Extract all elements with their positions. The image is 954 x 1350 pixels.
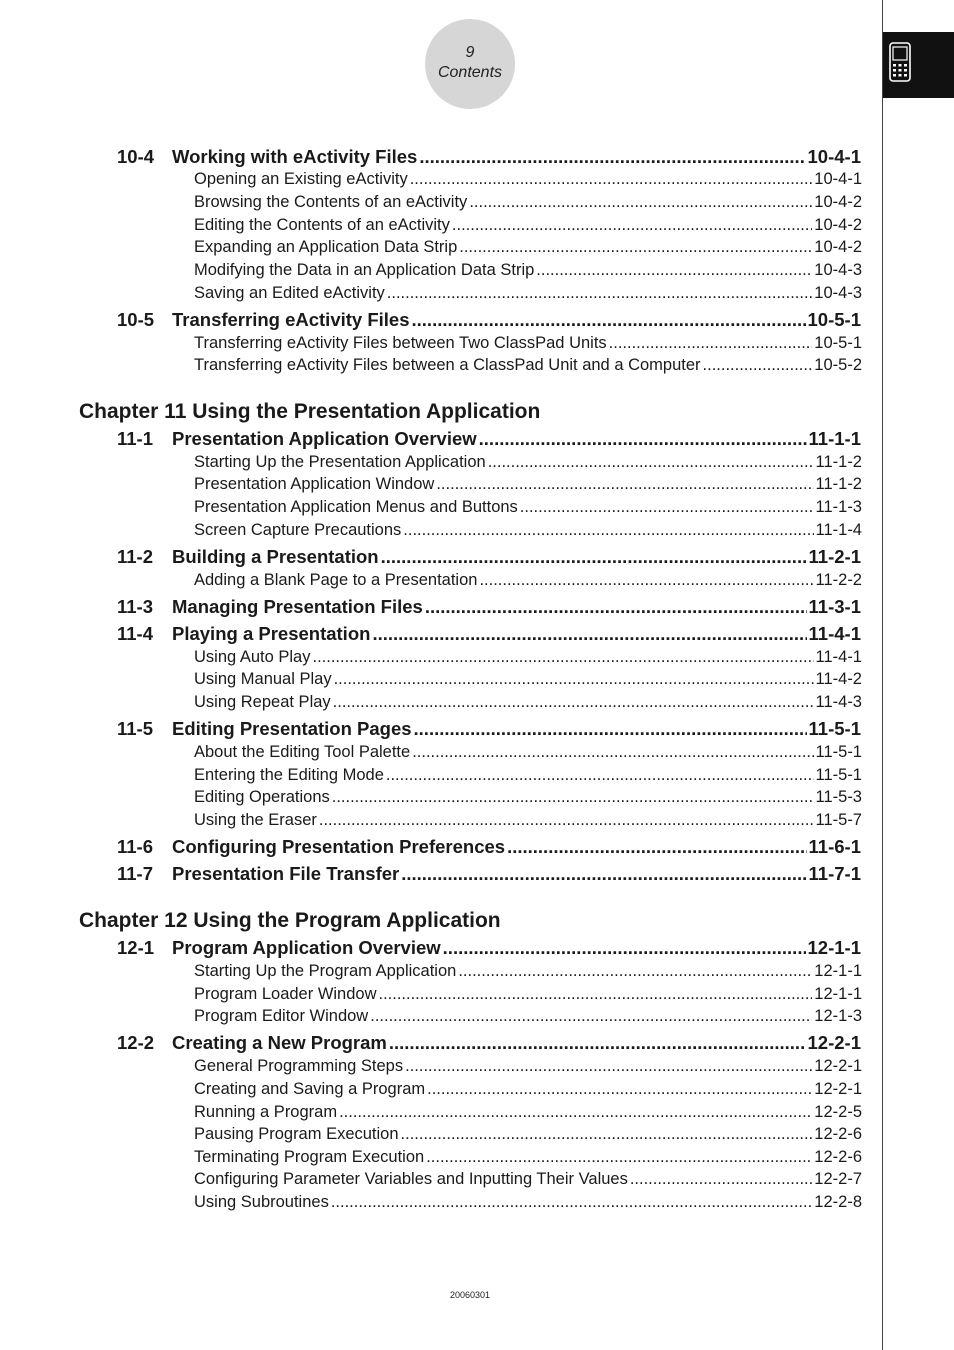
entry-title: Saving an Edited eActivity — [194, 284, 385, 302]
entry-page: 10-4-3 — [814, 261, 862, 279]
page-number: 9 — [465, 44, 475, 61]
toc-subentry[interactable] — [194, 475, 862, 494]
entry-page: 12-1-3 — [814, 1007, 862, 1025]
toc-subentry[interactable] — [194, 334, 862, 353]
entry-page: 12-1-1 — [814, 985, 862, 1003]
dot-leader — [401, 863, 806, 885]
dot-leader — [609, 334, 813, 353]
entry-title: Working with eActivity Files — [172, 146, 418, 167]
dot-leader — [372, 623, 806, 645]
entry-page: 10-4-1 — [807, 146, 861, 167]
toc-subentry[interactable] — [194, 498, 862, 517]
entry-page: 10-4-1 — [814, 170, 862, 188]
toc-section-entry[interactable] — [117, 836, 861, 858]
dot-leader — [332, 788, 814, 807]
entry-title: About the Editing Tool Palette — [194, 743, 411, 761]
entry-title: General Programming Steps — [194, 1057, 404, 1075]
toc-subentry[interactable] — [194, 1103, 862, 1122]
dot-leader — [405, 1057, 812, 1076]
entry-title: Using Subroutines — [194, 1193, 329, 1211]
entry-page: 11-1-2 — [815, 453, 862, 471]
entry-page: 12-2-6 — [814, 1148, 862, 1166]
entry-page: 10-5-1 — [814, 334, 862, 352]
dot-leader — [312, 648, 813, 667]
section-number: 10-4 — [117, 146, 155, 167]
entry-page: 11-1-3 — [815, 498, 862, 516]
entry-page: 12-2-1 — [814, 1080, 862, 1098]
entry-title: Editing Operations — [194, 788, 330, 806]
entry-page: 10-4-3 — [814, 284, 862, 302]
dot-leader — [412, 743, 813, 762]
dot-leader — [443, 937, 806, 959]
dot-leader — [536, 261, 812, 280]
entry-title: Configuring Parameter Variables and Inputting Their Values — [194, 1170, 628, 1188]
entry-title: Using the Eraser — [194, 811, 317, 829]
dot-leader — [488, 453, 814, 472]
dot-leader — [425, 596, 807, 618]
entry-title: Program Editor Window — [194, 1007, 369, 1025]
toc-section-entry[interactable] — [117, 546, 861, 568]
page-label: Contents — [437, 64, 503, 81]
entry-page: 12-2-8 — [814, 1193, 862, 1211]
dot-leader — [414, 718, 807, 740]
dot-leader — [333, 693, 814, 712]
entry-page: 11-4-1 — [815, 648, 862, 666]
toc-subentry[interactable] — [194, 648, 862, 667]
entry-title: Terminating Program Execution — [194, 1148, 425, 1166]
dot-leader — [630, 1170, 812, 1189]
entry-page: 12-2-7 — [814, 1170, 862, 1188]
toc-section-entry[interactable] — [117, 146, 861, 168]
entry-page: 10-5-2 — [814, 356, 862, 374]
entry-page: 11-5-1 — [808, 718, 861, 739]
dot-leader — [507, 836, 806, 858]
toc-subentry[interactable] — [194, 693, 862, 712]
entry-page: 11-4-3 — [815, 693, 862, 711]
toc-subentry[interactable] — [194, 453, 862, 472]
toc-subentry[interactable] — [194, 766, 862, 785]
entry-title: Adding a Blank Page to a Presentation — [194, 571, 478, 589]
toc-subentry[interactable] — [194, 985, 862, 1004]
dot-leader — [381, 546, 807, 568]
entry-page: 12-1-1 — [814, 962, 862, 980]
entry-title: Browsing the Contents of an eActivity — [194, 193, 468, 211]
entry-page: 11-1-1 — [808, 428, 861, 449]
entry-title: Program Loader Window — [194, 985, 377, 1003]
entry-title: Configuring Presentation Preferences — [172, 836, 506, 857]
dot-leader — [401, 1125, 813, 1144]
section-number: 12-2 — [117, 1032, 155, 1053]
toc-section-entry[interactable] — [117, 863, 861, 885]
toc-subentry[interactable] — [194, 1193, 862, 1212]
toc-subentry[interactable] — [194, 962, 862, 981]
dot-leader — [459, 238, 812, 257]
dot-leader — [339, 1103, 812, 1122]
toc-section-entry[interactable] — [117, 309, 861, 331]
entry-title: Starting Up the Program Application — [194, 962, 457, 980]
entry-title: Running a Program — [194, 1103, 338, 1121]
dot-leader — [389, 1032, 806, 1054]
dot-leader — [334, 670, 814, 689]
entry-title: Pausing Program Execution — [194, 1125, 399, 1143]
entry-page: 11-6-1 — [808, 836, 861, 857]
entry-title: Editing Presentation Pages — [172, 718, 412, 739]
entry-title: Presentation File Transfer — [172, 863, 400, 884]
right-margin-rule — [882, 0, 883, 1350]
entry-page: 11-1-4 — [815, 521, 862, 539]
page-badge — [425, 19, 515, 109]
dot-leader — [452, 216, 812, 235]
chapter-heading: Chapter 11 Using the Presentation Application — [79, 400, 541, 423]
toc-subentry[interactable] — [194, 1080, 862, 1099]
toc-subentry[interactable] — [194, 811, 862, 830]
entry-page: 12-1-1 — [807, 937, 861, 958]
entry-page: 11-7-1 — [808, 863, 861, 884]
entry-title: Screen Capture Precautions — [194, 521, 402, 539]
entry-page: 12-2-1 — [807, 1032, 861, 1053]
toc-subentry[interactable] — [194, 1170, 862, 1189]
toc-subentry[interactable] — [194, 788, 862, 807]
toc-subentry[interactable] — [194, 571, 862, 590]
chapter-heading: Chapter 12 Using the Program Application — [79, 909, 501, 932]
entry-title: Program Application Overview — [172, 937, 441, 958]
entry-title: Entering the Editing Mode — [194, 766, 384, 784]
entry-title: Presentation Application Menus and Buttons — [194, 498, 518, 516]
entry-title: Opening an Existing eActivity — [194, 170, 408, 188]
entry-page: 12-2-5 — [814, 1103, 862, 1121]
entry-page: 10-5-1 — [807, 309, 861, 330]
dot-leader — [427, 1080, 812, 1099]
dot-leader — [331, 1193, 812, 1212]
entry-page: 11-2-2 — [815, 571, 862, 589]
dot-leader — [426, 1148, 812, 1167]
entry-title: Expanding an Application Data Strip — [194, 238, 458, 256]
section-number: 11-6 — [117, 836, 154, 857]
dot-leader — [370, 1007, 812, 1026]
toc-subentry[interactable] — [194, 1125, 862, 1144]
entry-title: Creating a New Program — [172, 1032, 387, 1053]
entry-title: Presentation Application Window — [194, 475, 435, 493]
entry-title: Transferring eActivity Files between Two ClassPad Units — [194, 334, 607, 352]
toc-subentry[interactable] — [194, 1057, 862, 1076]
entry-page: 11-4-2 — [815, 670, 862, 688]
entry-page: 12-2-1 — [814, 1057, 862, 1075]
toc-section-entry[interactable] — [117, 428, 861, 450]
entry-page: 11-3-1 — [808, 596, 861, 617]
section-number: 11-7 — [117, 863, 154, 884]
section-number: 11-3 — [117, 596, 154, 617]
toc-section-entry[interactable] — [117, 596, 861, 618]
entry-page: 11-2-1 — [808, 546, 861, 567]
toc-section-entry[interactable] — [117, 1032, 861, 1054]
toc-subentry[interactable] — [194, 1148, 862, 1167]
entry-page: 11-5-1 — [815, 766, 862, 784]
entry-title: Using Auto Play — [194, 648, 311, 666]
section-number: 11-1 — [117, 428, 154, 449]
toc-section-entry[interactable] — [117, 623, 861, 645]
dot-leader — [479, 428, 807, 450]
dot-leader — [419, 146, 805, 168]
section-number: 11-2 — [117, 546, 154, 567]
toc-section-entry[interactable] — [117, 718, 861, 740]
entry-title: Starting Up the Presentation Application — [194, 453, 486, 471]
toc-subentry[interactable] — [194, 521, 862, 540]
toc-subentry[interactable] — [194, 193, 862, 212]
dot-leader — [703, 356, 813, 375]
toc-subentry[interactable] — [194, 238, 862, 257]
dot-leader — [386, 766, 814, 785]
toc-section-entry[interactable] — [117, 937, 861, 959]
entry-title: Using Repeat Play — [194, 693, 331, 711]
section-number: 10-5 — [117, 309, 155, 330]
toc-subentry[interactable] — [194, 670, 862, 689]
entry-page: 11-5-1 — [815, 743, 862, 761]
section-number: 11-4 — [117, 623, 154, 644]
entry-title: Modifying the Data in an Application Data Strip — [194, 261, 535, 279]
entry-title: Editing the Contents of an eActivity — [194, 216, 450, 234]
section-number: 11-5 — [117, 718, 154, 739]
toc-subentry[interactable] — [194, 284, 862, 303]
entry-page: 11-5-3 — [815, 788, 862, 806]
entry-title: Using Manual Play — [194, 670, 332, 688]
entry-page: 11-5-7 — [815, 811, 862, 829]
entry-title: Building a Presentation — [172, 546, 379, 567]
calculator-icon — [889, 42, 911, 82]
entry-page: 11-1-2 — [815, 475, 862, 493]
entry-page: 10-4-2 — [814, 193, 862, 211]
dot-leader — [403, 521, 813, 540]
footer-code: 20060301 — [449, 1290, 491, 1300]
dot-leader — [379, 985, 813, 1004]
entry-title: Presentation Application Overview — [172, 428, 477, 449]
dot-leader — [458, 962, 812, 981]
entry-page: 12-2-6 — [814, 1125, 862, 1143]
entry-page: 10-4-2 — [814, 238, 862, 256]
dot-leader — [412, 309, 806, 331]
entry-title: Managing Presentation Files — [172, 596, 423, 617]
entry-title: Transferring eActivity Files between a ClassPad Unit and a Computer — [194, 356, 701, 374]
entry-title: Transferring eActivity Files — [172, 309, 410, 330]
dot-leader — [410, 170, 813, 189]
toc-subentry[interactable] — [194, 261, 862, 280]
dot-leader — [387, 284, 813, 303]
side-tab — [883, 32, 954, 98]
dot-leader — [319, 811, 814, 830]
entry-title: Playing a Presentation — [172, 623, 371, 644]
toc-subentry[interactable] — [194, 216, 862, 235]
toc-subentry[interactable] — [194, 170, 862, 189]
dot-leader — [479, 571, 813, 590]
dot-leader — [520, 498, 814, 517]
entry-title: Creating and Saving a Program — [194, 1080, 426, 1098]
dot-leader — [469, 193, 812, 212]
entry-page: 10-4-2 — [814, 216, 862, 234]
toc-subentry[interactable] — [194, 743, 862, 762]
dot-leader — [436, 475, 813, 494]
toc-subentry[interactable] — [194, 1007, 862, 1026]
toc-subentry[interactable] — [194, 356, 862, 375]
entry-page: 11-4-1 — [808, 623, 861, 644]
section-number: 12-1 — [117, 937, 155, 958]
